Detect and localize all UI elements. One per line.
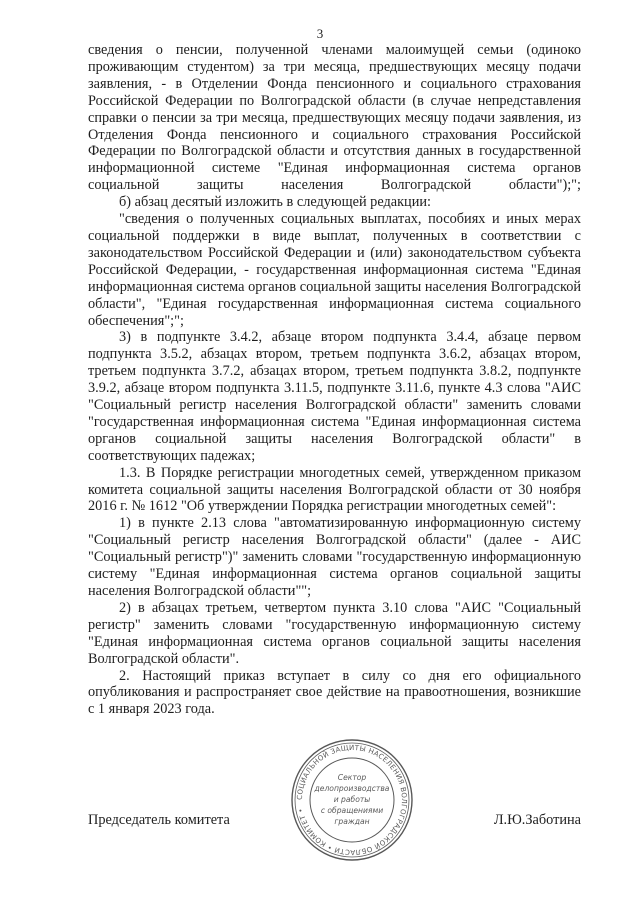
stamp-line-4: с обращениями bbox=[320, 806, 384, 815]
stamp-line-1: Сектор bbox=[337, 773, 367, 782]
paragraph-pension-info: сведения о пенсии, полученной членами малоимущей семьи (одиноко проживающим студентом) за три месяца, предшествующих месяцу подачи заявления, - в Отделении Фонда пенсионного и социального страхования Российской Федерации по Волгоградской области (в случае непредставления справки о пенсии за три месяца, предшествующих месяцу подачи заявления, из Отделения Фонда пенсионного и социального страхования Российской Федерации по Волгоградской области и отсутствия данных в государственной информационной системе "Единая информационная система органов социальной защиты населения Волгоградской области");"; bbox=[88, 42, 581, 194]
paragraph-section-1-3: 1.3. В Порядке регистрации многодетных семей, утвержденном приказом комитета социальной защиты населения Волгоградской области от 30 ноября 2016 г. № 1612 "Об утверждении Порядка регистрации многодетных семей": bbox=[88, 464, 581, 515]
stamp-center-text bbox=[314, 773, 390, 826]
paragraph-effective-date: 2. Настоящий приказ вступает в силу со дня его официального опубликования и распространяет свое действие на правоотношения, возникшие с 1 января 2023 года. bbox=[88, 667, 581, 718]
signatory-name: Л.Ю.Заботина bbox=[493, 812, 581, 828]
stamp-line-2: делопроизводства bbox=[314, 784, 390, 793]
paragraph-subitem-1: 1) в пункте 2.13 слова "автоматизированную информационную систему "Социальный регистр населения Волгоградской области" (далее - АИС "Социальный регистр")" заменить словами "государственную информационную систему "Единая информационная система органов социальной защиты населения Волгоградской области""; bbox=[88, 515, 581, 599]
paragraph-item-3: 3) в подпункте 3.4.2, абзаце втором подпункта 3.4.4, абзаце первом подпункта 3.5.2, абзацах втором, третьем подпункта 3.6.2, абзацах втором, третьем подпункта 3.7.2, абзацах втором, третьем подпункта 3.8.2, подпункте 3.9.2, абзаце втором подпункта 3.11.5, подпункте 3.11.6, пункте 4.3 слова "АИС "Социальный регистр населения Волгоградской области" заменить словами "государственная информационная система "Единая информационная система органов социальной защиты населения Волгоградской области" в соответствующих падежах; bbox=[88, 329, 581, 464]
official-stamp bbox=[290, 738, 414, 862]
signatory-position: Председатель комитета bbox=[88, 812, 230, 828]
paragraph-social-payments: "сведения о полученных социальных выплатах, пособиях и иных мерах социальной поддержки в виде выплат, полученных в соответствии с законодательством Российской Федерации и (или) законодательством субъекта Российской Федерации, - государственная информационная система "Единая информационная система органов социальной защиты населения Волгоградской области", "Единая государственная информационная система социального обеспечения";"; bbox=[88, 211, 581, 329]
document-body bbox=[88, 42, 581, 718]
paragraph-subitem-2: 2) в абзацах третьем, четвертом пункта 3.10 слова "АИС "Социальный регистр" заменить словами "государственную информационную систему "Единая информационная система органов социальной защиты населения Волгоградской области". bbox=[88, 599, 581, 667]
paragraph-item-b: б) абзац десятый изложить в следующей редакции: bbox=[119, 194, 431, 211]
stamp-line-3: и работы bbox=[333, 795, 371, 804]
stamp-ring-text: СОЦИАЛЬНОЙ ЗАЩИТЫ НАСЕЛЕНИЯ ВОЛГОГРАДСКОЙ ОБЛАСТИ • КОМИТЕТ • bbox=[295, 743, 409, 857]
stamp-line-5: граждан bbox=[334, 817, 370, 826]
page-number: 3 bbox=[316, 26, 324, 41]
